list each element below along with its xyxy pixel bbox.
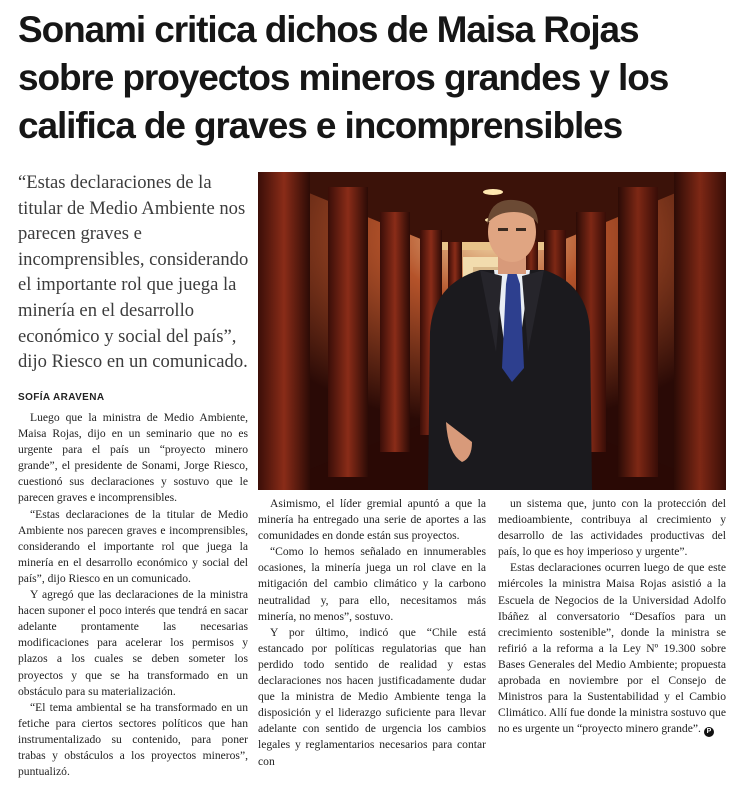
paragraph: Y por último, indicó que “Chile está estancado por políticas regulatorias que han perdido todo sentido de realidad y estas declaraciones nos hacen justificadamente dudar que la ministra de Medio Ambiente tenga la disposición y el liderazgo suficiente para llevar adelante con sentido de urgencia los cambios legales y reglamentarios necesarios para contar con <box>258 625 486 768</box>
paragraph: un sistema que, junto con la protección del medioambiente, contribuya al crecimiento y desarrollo de las actividades productivas del país, lo que es hoy imperioso y urgente”. <box>498 497 726 559</box>
body-column-2 <box>258 496 486 770</box>
byline: SOFÍA ARAVENA <box>18 392 105 403</box>
paragraph: “Como lo hemos señalado en innumerables ocasiones, la minería juega un rol clave en la mitigación del cambio climático y la carbono neutralidad y, para ello, necesitamos más minería, no menos”, sostuvo. <box>258 545 486 623</box>
body-column-1 <box>18 410 248 780</box>
paragraph: “Estas declaraciones de la titular de Medio Ambiente nos parecen graves e incomprensibles, considerando el importante rol que juega la minería en el desarrollo económico y social del país”, dijo Riesco en un comunicado. <box>18 507 248 585</box>
paragraph: Asimismo, el líder gremial apuntó a que la minería ha entregado una serie de aportes a las comunidades en donde están sus proyectos. <box>258 497 486 543</box>
headline: Sonami critica dichos de Maisa Rojas sobre proyectos mineros grandes y los califica de graves e incomprensibles <box>18 9 669 146</box>
paragraph-last <box>498 560 726 737</box>
end-of-article-icon: P <box>704 727 714 737</box>
paragraph: Y agregó que las declaraciones de la ministra hacen suponer el poco interés que tendrá en sacar adelante prontamente las necesarias modificaciones para acelerar los permisos y plazos a los cuales se deben someter los proyectos y que se ha transformado en un obstáculo para su materialización. <box>18 588 248 698</box>
body-column-3 <box>498 496 726 737</box>
article-photo <box>258 172 726 490</box>
corridor-photo-illustration <box>258 172 726 490</box>
paragraph: “El tema ambiental se ha transformado en un fetiche para ciertos sectores políticos que han instrumentalizado su contenido, para poner trabas y obstáculos a los proyectos mineros”, puntualizó. <box>18 700 248 779</box>
pull-quote: “Estas declaraciones de la titular de Medio Ambiente nos parecen graves e incomprensibles, considerando el importante rol que juega la minería en el desarrollo económico y social del país”, dijo Riesco en un comunicado. <box>18 172 249 373</box>
paragraph: Luego que la ministra de Medio Ambiente, Maisa Rojas, dijo en un seminario que no es urgente para el país un “proyecto minero grande”, el presidente de Sonami, Jorge Riesco, cuestionó sus declaraciones y sostuvo que le parecen graves e incomprensibles. <box>18 411 248 505</box>
paragraph-text: Estas declaraciones ocurren luego de que este miércoles la ministra Maisa Rojas asistió a la Escuela de Negocios de la Universidad Adolfo Ibáñez al conversatorio “Desafíos para un crecimiento sostenible”, donde la ministra se refirió a la reforma a la Ley Nº 19.300 sobre Bases Generales del Medio Ambiente; propuesta aprobada en noviembre por el Consejo de Ministros para la Sustentabilidad y el Cambio Climático. Allí fue donde la ministra sostuvo que no es urgente un “proyecto minero grande”. <box>498 561 726 736</box>
